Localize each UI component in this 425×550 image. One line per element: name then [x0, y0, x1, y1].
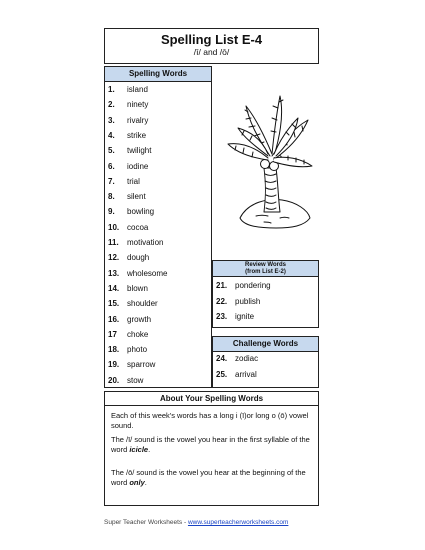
word-text: twilight [127, 146, 152, 156]
word-row [108, 129, 146, 143]
word-text: blown [127, 283, 148, 293]
footer-link[interactable]: www.superteacherworksheets.com [187, 519, 289, 526]
word-row [108, 374, 143, 388]
word-number: 13. [108, 268, 120, 278]
word-text: publish [235, 296, 261, 306]
word-number: 19. [108, 360, 120, 370]
word-text: photo [127, 345, 148, 355]
word-row [108, 83, 148, 97]
review-words-header-source: (from List E-2) [245, 269, 286, 275]
word-text: zodiac [235, 354, 259, 363]
about-paragraph-2-text: The /ī/ sound is the vowel you hear in the first syllable of the word [111, 435, 310, 454]
about-paragraph-1: Each of this week's words has a long i (ī)or long o (ō) vowel sound. [111, 411, 309, 430]
word-text: trial [127, 176, 140, 186]
word-row [216, 352, 258, 366]
word-row [216, 310, 254, 324]
footer-text: Super Teacher Worksheets - [104, 519, 188, 526]
title-box [104, 28, 319, 64]
word-number: 7. [108, 176, 115, 186]
word-number: 8. [108, 192, 115, 202]
page-subtitle: /ī/ and /ō/ [193, 47, 230, 57]
about-paragraph-3 [111, 468, 315, 488]
word-row [108, 343, 147, 357]
review-words-header [213, 261, 318, 277]
word-row [108, 221, 148, 235]
word-row [108, 190, 146, 204]
word-text: motivation [127, 238, 164, 247]
word-number: 16. [108, 314, 120, 324]
word-row [216, 295, 260, 309]
word-number: 15. [108, 299, 120, 309]
word-number: 20. [108, 375, 120, 385]
about-paragraph-2-end: . [148, 445, 151, 454]
challenge-words-box [212, 336, 319, 388]
word-number: 23. [216, 312, 228, 321]
word-row [108, 160, 148, 174]
word-number: 3. [108, 115, 115, 125]
word-row [216, 279, 271, 293]
spelling-words-box [104, 66, 212, 388]
word-text: wholesome [127, 268, 168, 278]
word-number: 6. [108, 161, 115, 171]
about-paragraph-3-end: . [144, 478, 147, 487]
word-text: stow [127, 375, 144, 385]
word-row [216, 368, 257, 382]
word-text: rivalry [127, 115, 149, 125]
word-row [108, 282, 148, 296]
word-text: strike [127, 130, 147, 140]
example-word-only: only [129, 478, 145, 487]
word-text: pondering [235, 281, 271, 290]
word-text: silent [127, 192, 146, 202]
word-row [108, 236, 163, 250]
word-number: 17 [108, 329, 117, 339]
word-number: 1. [108, 85, 115, 94]
word-number: 2. [108, 100, 115, 110]
word-text: iodine [127, 161, 149, 171]
example-word-icicle: icicle [129, 445, 149, 454]
word-text: ignite [235, 312, 255, 321]
word-number: 10. [108, 222, 120, 232]
word-row [108, 313, 151, 327]
word-number: 24. [216, 354, 228, 363]
word-number: 14. [108, 283, 120, 293]
word-number: 18. [108, 345, 120, 355]
spelling-words-header: Spelling Words [105, 67, 211, 82]
word-row [108, 251, 149, 265]
word-row [108, 328, 148, 342]
word-text: shoulder [127, 299, 158, 309]
review-words-box [212, 260, 319, 328]
word-row [108, 297, 158, 311]
word-row [108, 144, 151, 158]
word-number: 9. [108, 207, 115, 217]
word-text: sparrow [127, 360, 156, 370]
word-number: 12. [108, 253, 120, 263]
page-title: Spelling List E-4 [160, 32, 263, 47]
word-row [108, 358, 155, 372]
word-row [108, 98, 148, 112]
word-number: 5. [108, 146, 115, 156]
word-text: cocoa [127, 222, 149, 232]
word-number: 4. [108, 130, 115, 140]
about-title: About Your Spelling Words [105, 392, 318, 406]
word-number: 11. [108, 238, 119, 247]
word-number: 21. [216, 281, 228, 290]
word-row [108, 175, 140, 189]
about-box [104, 391, 319, 506]
challenge-words-header: Challenge Words [213, 337, 318, 352]
about-paragraph-3-text: The /ō/ sound is the vowel you hear at the beginning of the word [111, 468, 306, 487]
word-number: 22. [216, 296, 228, 306]
word-text: ninety [127, 100, 149, 110]
word-text: arrival [235, 369, 257, 379]
word-number: 25. [216, 369, 228, 379]
word-text: island [127, 85, 148, 94]
about-paragraph-2 [111, 435, 315, 455]
palm-tree-illustration [222, 68, 318, 256]
review-words-header-title: Review Words [245, 262, 286, 268]
word-text: bowling [127, 207, 155, 217]
footer [104, 519, 364, 526]
word-text: growth [127, 314, 152, 324]
word-row [108, 205, 154, 219]
word-text: choke [127, 329, 149, 339]
word-row [108, 114, 148, 128]
word-text: dough [127, 253, 150, 263]
word-row [108, 267, 167, 281]
